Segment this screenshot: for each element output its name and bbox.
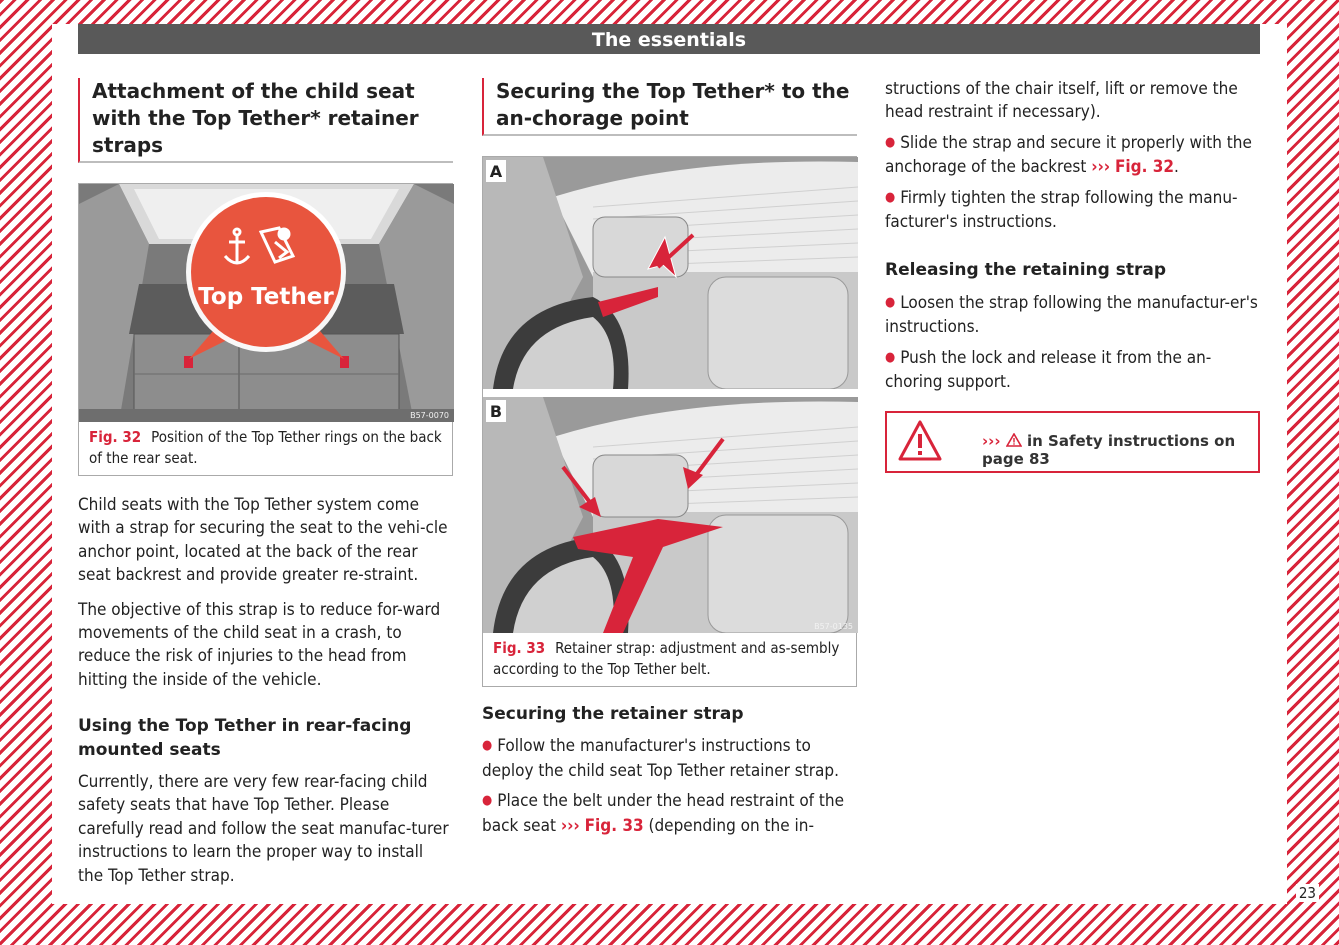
- top-tether-badge: [191, 197, 341, 347]
- paragraph: Child seats with the Top Tether system come with a strap for securing the seat to the vehi-cle anchor point, located at the back of the rear seat backrest and provide greater re-straint.: [78, 495, 448, 586]
- figure-32-image: [79, 184, 454, 422]
- figure-caption-text: Retainer strap: adjustment and as-sembly according to the Top Tether belt.: [493, 639, 840, 678]
- tether-ring-left: [184, 356, 193, 368]
- figure-33-image: [483, 157, 858, 633]
- figure-label: Fig. 32: [89, 428, 142, 446]
- heading-attachment: Attachment of the child seat with the Top Tether* retainer straps: [78, 78, 453, 163]
- bullet-text: (depending on the in-: [648, 815, 814, 836]
- column-3: [885, 78, 1260, 473]
- paragraph-continued: structions of the chair itself, lift or remove the head restraint if necessary).: [885, 79, 1238, 123]
- bullet-item: ● Loosen the strap following the manufactur-er's instructions.: [885, 292, 1260, 340]
- bullet-text: Place the belt under the head restraint of the back seat: [482, 791, 845, 836]
- paragraph: Currently, there are very few rear-facing child safety seats that have Top Tether. Please carefully read and follow the seat manufac-turer instructions to learn the proper way to install the Top Tether strap.: [78, 772, 449, 886]
- bullet-item: ● Follow the manufacturer's instructions to deploy the child seat Top Tether retainer strap.: [482, 735, 857, 783]
- heading-securing: Securing the Top Tether* to the an-chorage point: [482, 78, 857, 136]
- figure-32: [78, 183, 453, 476]
- paragraph: The objective of this strap is to reduce for-ward movements of the child seat in a crash, to reduce the risk of injuries to the head from hitting the inside of the vehicle.: [78, 599, 441, 690]
- bullet-item: [885, 132, 1260, 180]
- safety-reference-text: in Safety instructions on page 83: [982, 432, 1236, 469]
- column-2: [482, 78, 857, 838]
- panel-label-a: A: [489, 162, 503, 181]
- figure-33-panel-b: [483, 397, 858, 633]
- figure-33: [482, 156, 857, 687]
- bullet-text: .: [1174, 157, 1179, 178]
- figure-33-caption: [483, 633, 856, 686]
- figure-33-panel-a: [483, 157, 858, 389]
- reference-arrows: ›››: [982, 432, 1001, 451]
- figure-code: B57-0070: [410, 411, 449, 420]
- section-header: The essentials: [78, 24, 1260, 54]
- figure-32-link[interactable]: Fig. 32: [1114, 157, 1175, 178]
- warning-triangle-icon: [897, 419, 943, 463]
- figure-caption-text: Position of the Top Tether rings on the back of the rear seat.: [89, 428, 442, 467]
- subheading-securing-strap: Securing the retainer strap: [482, 704, 744, 724]
- bullet-item: [482, 790, 857, 838]
- figure-code: B57-0135: [814, 622, 853, 631]
- safety-warning-box: [885, 411, 1260, 473]
- bullet-text: Slide the strap and secure it properly with the anchorage of the backrest: [885, 132, 1252, 178]
- bullet-item: ● Push the lock and release it from the an-choring support.: [885, 347, 1260, 395]
- tether-ring-right: [340, 356, 349, 368]
- panel-label-b: B: [489, 402, 503, 421]
- figure-32-caption: [79, 422, 452, 475]
- column-1: [78, 78, 453, 888]
- figure-33-link[interactable]: Fig. 33: [584, 815, 644, 836]
- badge-text: Top Tether: [198, 284, 334, 310]
- small-warning-icon: [1006, 433, 1022, 447]
- reference-arrows: ›››: [1091, 157, 1111, 178]
- subheading-releasing: Releasing the retaining strap: [885, 260, 1166, 281]
- subheading-rear-facing: Using the Top Tether in rear-facing mounted seats: [78, 716, 412, 760]
- figure-label: Fig. 33: [493, 639, 546, 657]
- page-number: 23: [1296, 884, 1319, 902]
- bullet-item: ● Firmly tighten the strap following the manu-facturer's instructions.: [885, 187, 1260, 235]
- reference-arrows: ›››: [560, 815, 580, 836]
- safety-reference[interactable]: [982, 432, 1258, 468]
